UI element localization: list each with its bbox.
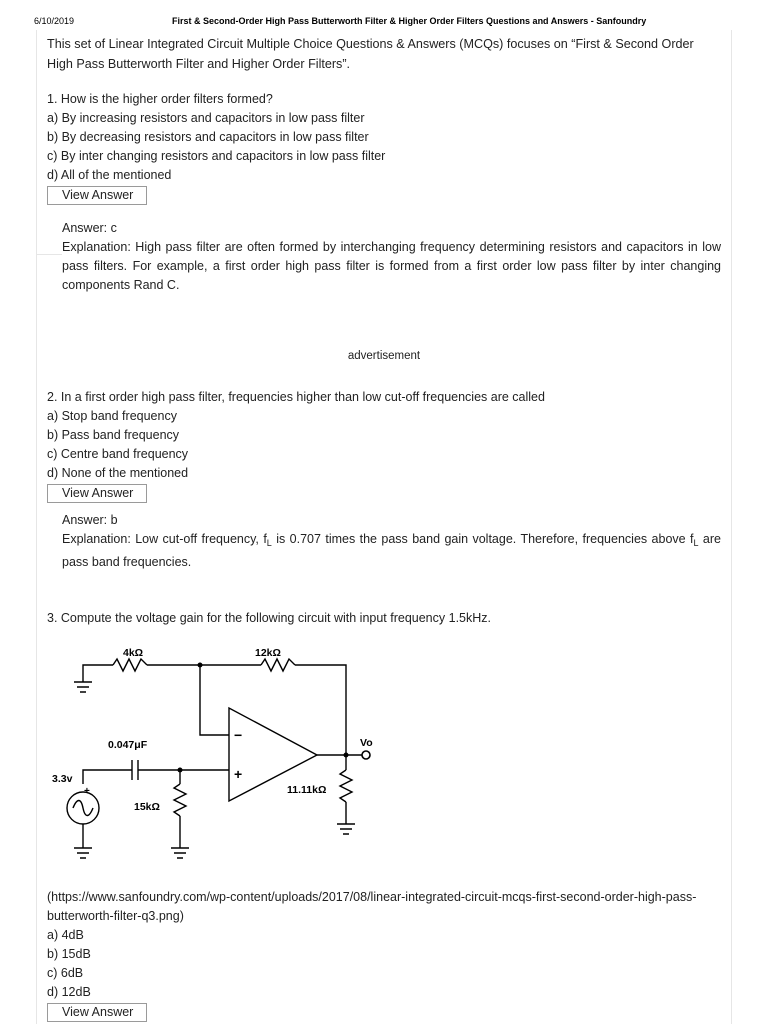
resistor-11k [340, 770, 352, 802]
answer-block-2 [62, 511, 721, 572]
question-1 [47, 90, 721, 295]
sine-wave [73, 801, 93, 816]
label-minus: − [234, 727, 243, 743]
label-source: 3.3v [52, 773, 73, 785]
question-1-option-d: d) All of the mentioned [47, 168, 172, 182]
junction-dot-top [198, 663, 203, 668]
label-vo: Vo [360, 737, 373, 749]
explanation-2-part3: are pass band frequencies. [62, 532, 721, 569]
resistor-4k [113, 659, 147, 671]
ground-wire-left [83, 665, 113, 682]
question-2-option-a: a) Stop band frequency [47, 409, 177, 423]
ground-11k [337, 824, 355, 834]
explanation-2-sub1: L [266, 538, 272, 548]
question-3 [47, 609, 721, 1022]
source-wire [83, 770, 132, 784]
view-answer-button-1[interactable]: View Answer [47, 186, 147, 205]
print-title: First & Second-Order High Pass Butterworth Filter & Higher Order Filters Questions and Answers - Sanfoundry [172, 16, 647, 26]
ground-source [74, 848, 92, 858]
frame-right-border [731, 30, 732, 1024]
frame-left-border [36, 30, 37, 1024]
explanation-2-part1: Explanation: Low cut-off frequency, f [62, 532, 267, 546]
question-2-option-d: d) None of the mentioned [47, 466, 189, 480]
label-4k: 4kΩ [123, 647, 144, 659]
label-12k: 12kΩ [255, 647, 281, 659]
junction-dot-mid [178, 768, 183, 773]
inverting-wire [200, 665, 229, 735]
label-source-plus: + [84, 786, 90, 797]
view-answer-button-3[interactable]: View Answer [47, 1003, 147, 1022]
print-date: 6/10/2019 [34, 16, 75, 26]
intro-text: This set of Linear Integrated Circuit Multiple Choice Questions & Answers (MCQs) focuses on “First & Second Order High Pass Butterworth Filter and Higher Order Filters”. [47, 37, 694, 71]
explanation-2-part2: is 0.707 times the pass band gain voltage. Therefore, frequencies above f [271, 532, 694, 546]
image-source-link[interactable]: (https://www.sanfoundry.com/wp-content/uploads/2017/08/linear-integrated-circuit-mcqs-first-second-order-high-pass-butterworth-filter-q3.png) [47, 890, 697, 923]
question-1-option-a: a) By increasing resistors and capacitors in low pass filter [47, 111, 365, 125]
explanation-2-sub2: L [693, 538, 699, 548]
answer-1: Answer: c [62, 221, 117, 235]
question-3-option-c: c) 6dB [47, 966, 84, 980]
label-plus: + [234, 766, 243, 782]
question-1-option-c: c) By inter changing resistors and capacitors in low pass filter [47, 149, 386, 163]
question-1-text: 1. How is the higher order filters formed? [47, 92, 273, 106]
answer-2: Answer: b [62, 513, 118, 527]
advertisement-label: advertisement [347, 350, 421, 362]
explanation-2 [62, 530, 721, 572]
article-content [47, 35, 721, 1022]
question-2 [47, 388, 721, 572]
question-3-option-a: a) 4dB [47, 928, 84, 942]
circuit-diagram [47, 634, 387, 884]
print-header [34, 16, 728, 30]
question-3-option-b: b) 15dB [47, 947, 91, 961]
question-3-option-d: d) 12dB [47, 985, 91, 999]
question-3-text: 3. Compute the voltage gain for the following circuit with input frequency 1.5kHz. [47, 611, 491, 625]
explanation-1: Explanation: High pass filter are often formed by interchanging frequency determining resistors and capacitors in low pass filters. For example, a first order high pass filter is formed from a first order low pass filter by inter changing components Rand C. [62, 240, 721, 292]
view-answer-button-2[interactable]: View Answer [47, 484, 147, 503]
label-cap: 0.047μF [108, 739, 148, 751]
resistor-12k [261, 659, 295, 671]
output-terminal [362, 751, 370, 759]
question-1-option-b: b) By decreasing resistors and capacitors in low pass filter [47, 130, 369, 144]
question-2-text: 2. In a first order high pass filter, frequencies higher than low cut-off frequencies are called [47, 390, 545, 404]
capacitor [132, 760, 138, 780]
resistor-15k [174, 784, 186, 816]
ground-left-top [74, 682, 92, 692]
ground-15k [171, 848, 189, 858]
question-2-option-b: b) Pass band frequency [47, 428, 180, 442]
junction-dot-out [344, 753, 349, 758]
label-15k: 15kΩ [134, 801, 160, 813]
question-2-option-c: c) Centre band frequency [47, 447, 189, 461]
feedback-wire [295, 665, 346, 755]
answer-block-1 [62, 219, 721, 295]
label-11k: 11.11kΩ [287, 784, 327, 796]
